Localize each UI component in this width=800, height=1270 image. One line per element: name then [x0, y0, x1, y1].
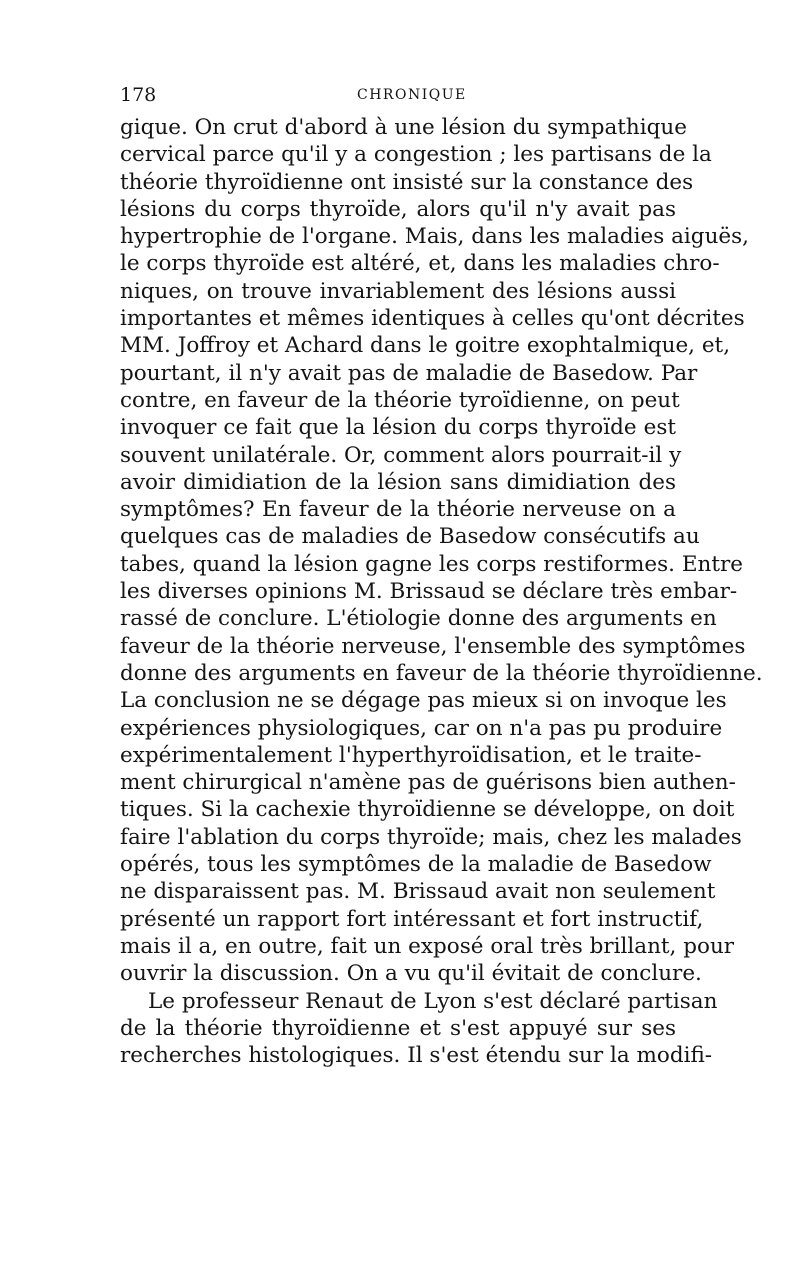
text-line: souvent unilatérale. Or, comment alors pourrait-il y — [120, 442, 682, 468]
text-line: tiques. Si la cachexie thyroïdienne se développe, on doit — [120, 797, 735, 823]
text-line: invoquer ce fait que la lésion du corps thyroïde est — [120, 415, 676, 441]
text-line: hypertrophie de l'organe. Mais, dans les maladies aiguës, — [120, 224, 750, 250]
text-line: tabes, quand la lésion gagne les corps restiformes. Entre — [120, 551, 744, 577]
text-line: présenté un rapport fort intéressant et fort instructif, — [120, 906, 704, 932]
text-line: symptômes? En faveur de la théorie nerveuse on a — [120, 497, 676, 523]
text-line: le corps thyroïde est altéré, et, dans les maladies chro- — [120, 251, 720, 277]
text-line: pourtant, il n'y avait pas de maladie de Basedow. Par — [120, 360, 698, 386]
text-line: importantes et mêmes identiques à celles qu'ont décrites — [120, 306, 745, 332]
running-head — [120, 84, 676, 114]
text-line: lésions du corps thyroïde, alors qu'il n'y avait pas — [120, 196, 676, 222]
text-line: MM. Joffroy et Achard dans le goitre exophtalmique, et, — [120, 333, 731, 359]
text-line: ne disparaissent pas. M. Brissaud avait non seulement — [120, 879, 716, 905]
text-line: cervical parce qu'il y a congestion ; les partisans de la — [120, 142, 712, 168]
text-line: expériences physiologiques, car on n'a pas pu produire — [120, 715, 723, 741]
text-line: opérés, tous les symptômes de la maladie de Basedow — [120, 852, 712, 878]
text-line: contre, en faveur de la théorie tyroïdienne, on peut — [120, 387, 680, 413]
body-text — [120, 114, 763, 1069]
text-line: faveur de la théorie nerveuse, l'ensemble des symptômes — [120, 633, 746, 659]
book-page — [120, 84, 763, 1069]
text-line: La conclusion ne se dégage pas mieux si on invoque les — [120, 688, 727, 714]
text-line: mais il a, en outre, fait un exposé oral très brillant, pour — [120, 933, 735, 959]
text-line: théorie thyroïdienne ont insisté sur la constance des — [120, 169, 694, 195]
page-number: 178 — [120, 84, 157, 106]
text-line: donne des arguments en faveur de la théorie thyroïdienne. — [120, 660, 763, 686]
text-line: expérimentalement l'hyperthyroïdisation, et le traite- — [120, 742, 702, 768]
text-line: gique. On crut d'abord à une lésion du sympathique — [120, 115, 687, 140]
text-line: recherches histologiques. Il s'est étendu sur la modifi- — [120, 1043, 713, 1069]
paragraph-last-line: ouvrir la discussion. On a vu qu'il évitait de conclure. — [120, 961, 702, 987]
text-line: rassé de conclure. L'étiologie donne des arguments en — [120, 606, 717, 632]
paragraph-first-line: Le professeur Renaut de Lyon s'est déclaré partisan — [148, 988, 718, 1014]
text-line: les diverses opinions M. Brissaud se déclare très embar- — [120, 579, 738, 605]
text-line: ment chirurgical n'amène pas de guérisons bien authen- — [120, 770, 736, 796]
text-line: avoir dimidiation de la lésion sans dimidiation des — [120, 469, 676, 495]
text-line: de la théorie thyroïdienne et s'est appuyé sur ses — [120, 1015, 676, 1041]
text-line: faire l'ablation du corps thyroïde; mais, chez les malades — [120, 824, 742, 850]
text-line: quelques cas de maladies de Basedow consécutifs au — [120, 524, 700, 550]
text-line: niques, on trouve invariablement des lésions aussi — [120, 278, 676, 304]
running-title: CHRONIQUE — [357, 87, 467, 103]
